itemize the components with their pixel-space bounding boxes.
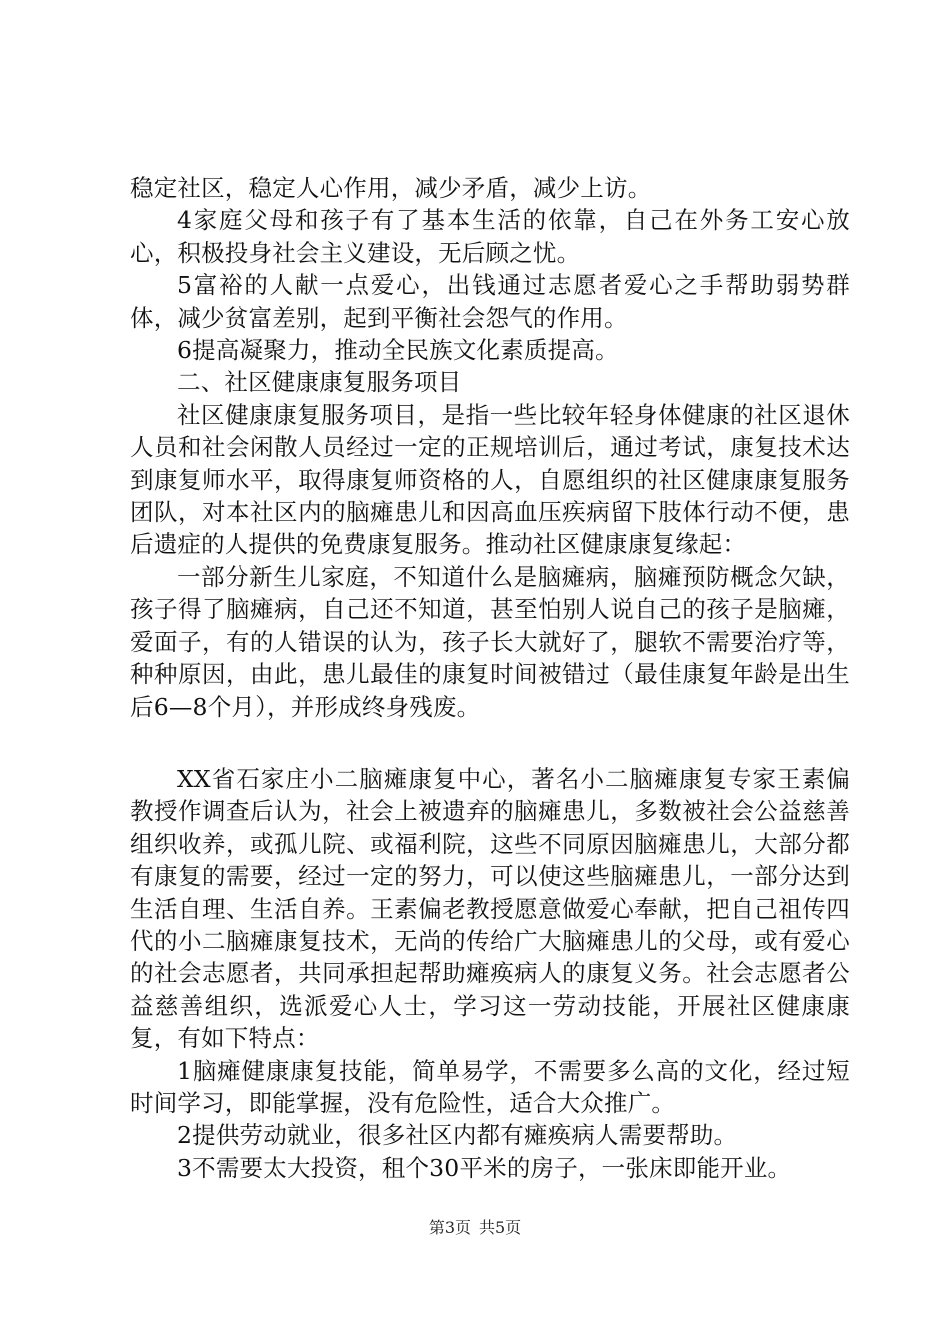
document-body [130, 172, 850, 1184]
list-item-4: 4家庭父母和孩子有了基本生活的依靠，自己在外务工安心放心，积极投身社会主义建设，无后顾之忧。 [130, 206, 850, 267]
list-item-5: 5富裕的人献一点爱心，出钱通过志愿者爱心之手帮助弱势群体，减少贫富差别，起到平衡社会怨气的作用。 [130, 271, 850, 332]
paragraph-newborn-families: 一部分新生儿家庭，不知道什么是脑瘫病，脑瘫预防概念欠缺，孩子得了脑瘫病，自己还不知道，甚至怕别人说自己的孩子是脑瘫，爱面子，有的人错误的认为，孩子长大就好了，腿软不需要治疗等，种种原因，由此，患儿最佳的康复时间被错过（最佳康复年龄是出生后6—8个月），并形成终身残废。 [130, 562, 850, 721]
section-heading: 二、社区健康康复服务项目 [177, 368, 462, 397]
feature-item-1: 1脑瘫健康康复技能，简单易学，不需要多么高的文化，经过短时间学习，即能掌握，没有危险性，适合大众推广。 [130, 1056, 850, 1117]
page-footer [0, 1217, 950, 1239]
paragraph-rehab-center: XX省石家庄小二脑瘫康复中心，著名小二脑瘫康复专家王素偏教授作调查后认为，社会上被遗弃的脑瘫患儿，多数被社会公益慈善组织收养，或孤儿院、或福利院，这些不同原因脑瘫患儿，大部分都有康复的需要，经过一定的努力，可以使这些脑瘫患儿，一部分达到生活自理、生活自养。王素偏老教授愿意做爱心奉献，把自己祖传四代的小二脑瘫康复技术，无尚的传给广大脑瘫患儿的父母，或有爱心的社会志愿者，共同承担起帮助瘫痪病人的康复义务。社会志愿者公益慈善组织，选派爱心人士，学习这一劳动技能，开展社区健康康复，有如下特点： [130, 764, 850, 1053]
list-item-6: 6提高凝聚力，推动全民族文化素质提高。 [177, 336, 619, 365]
paragraph-project-definition: 社区健康康复服务项目，是指一些比较年轻身体健康的社区退休人员和社会闲散人员经过一定的正规培训后，通过考试，康复技术达到康复师水平，取得康复师资格的人，自愿组织的社区健康康复服务团队，对本社区内的脑瘫患儿和因高血压疾病留下肢体行动不便，患后遗症的人提供的免费康复服务。推动社区健康康复缘起： [130, 400, 850, 559]
feature-item-2: 2提供劳动就业，很多社区内都有瘫痪病人需要帮助。 [177, 1121, 738, 1150]
feature-item-3: 3不需要太大投资，租个30平米的房子，一张床即能开业。 [177, 1153, 792, 1182]
page-total: 共5页 [479, 1218, 522, 1237]
page-number: 第3页 [428, 1218, 471, 1237]
paragraph-continuation: 稳定社区，稳定人心作用，减少矛盾，减少上访。 [130, 174, 652, 202]
